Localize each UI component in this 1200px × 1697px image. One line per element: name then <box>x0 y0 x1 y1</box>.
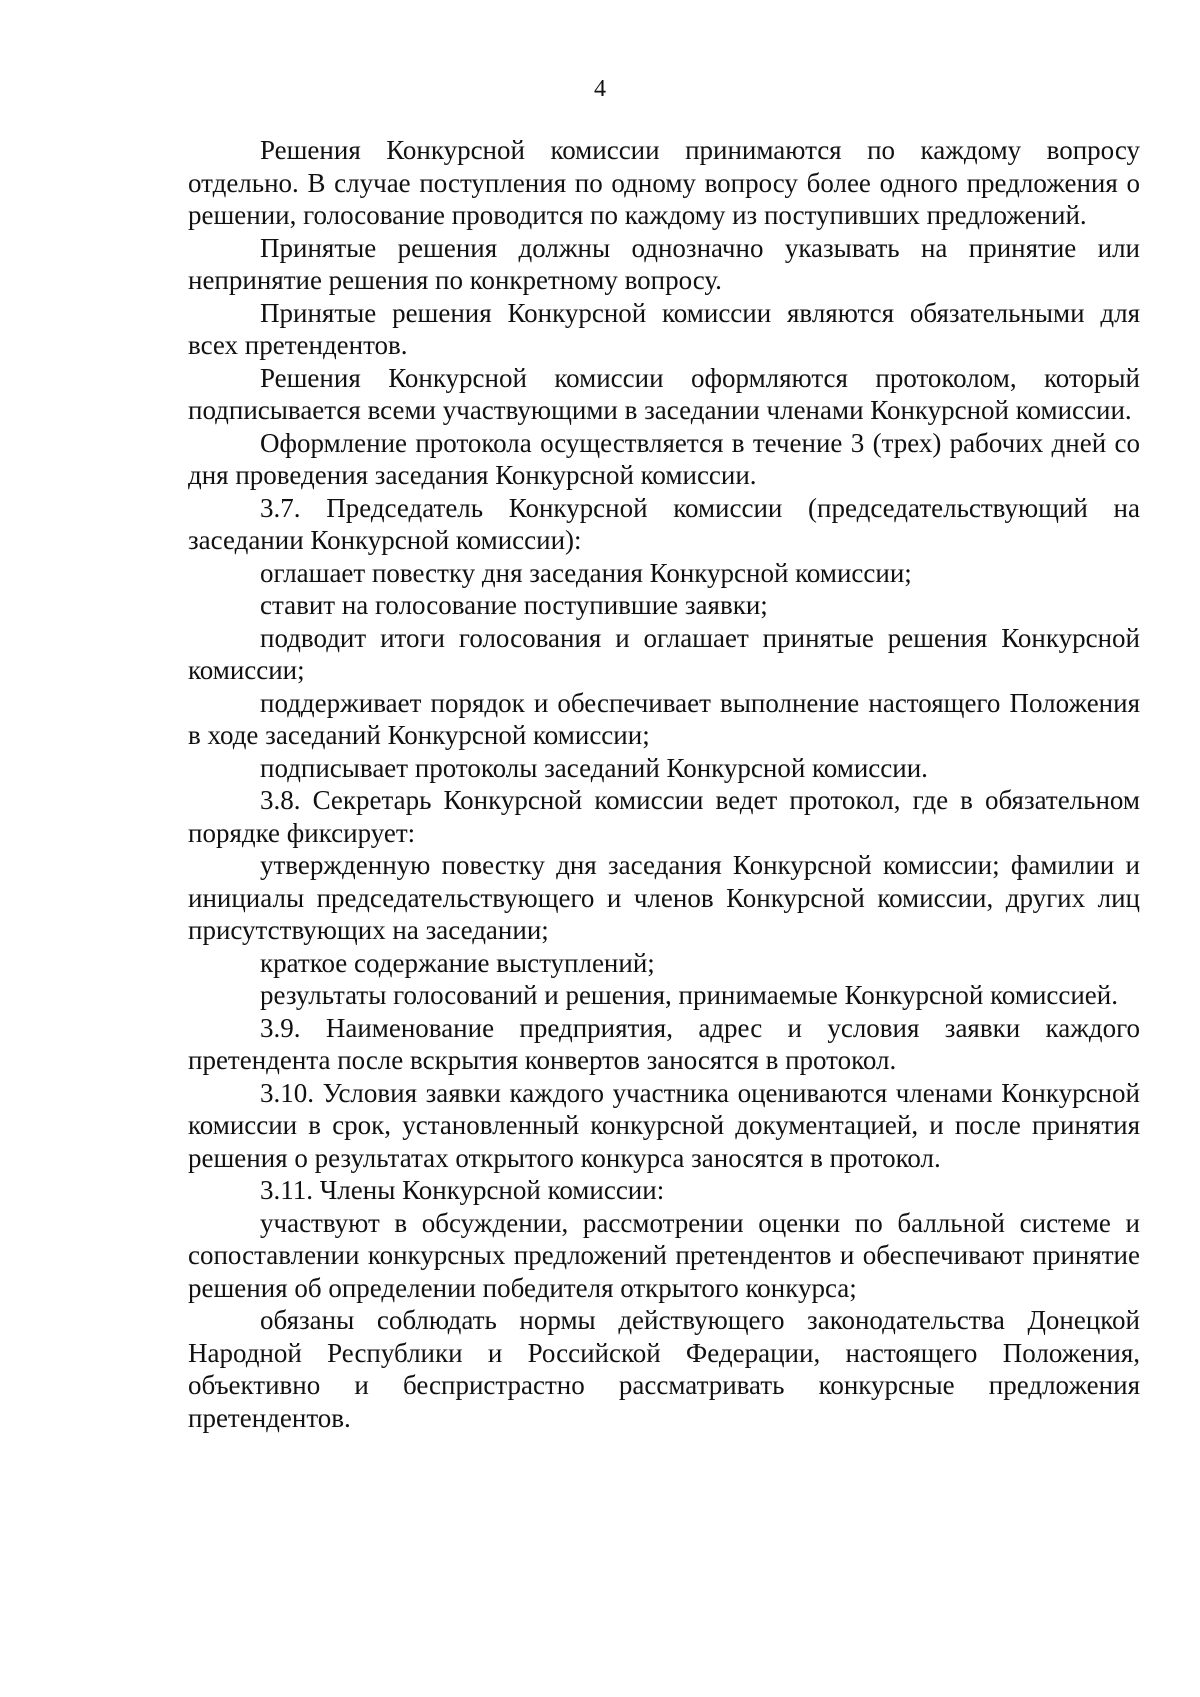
paragraph: подводит итоги голосования и оглашает принятые решения Конкурсной комиссии; <box>188 622 1140 685</box>
paragraph: утвержденную повестку дня заседания Конкурсной комиссии; фамилии и инициалы председательствующего и членов Конкурсной комиссии, других лиц присутствующих на заседании; <box>188 850 1140 945</box>
paragraph: краткое содержание выступлений; <box>260 947 655 978</box>
paragraph-section-3-11: 3.11. Члены Конкурсной комиссии: <box>260 1175 665 1205</box>
paragraph: Оформление протокола осуществляется в течение 3 (трех) рабочих дней со дня проведения заседания Конкурсной комиссии. <box>188 427 1140 490</box>
paragraph: участвуют в обсуждении, рассмотрении оценки по балльной системе и сопоставлении конкурсных предложений претендентов и обеспечивают принятие решения об определении победителя открытого конкурса; <box>188 1207 1140 1303</box>
paragraph: Принятые решения должны однозначно указывать на принятие или непринятие решения по конкретному вопросу. <box>188 232 1140 295</box>
paragraph-section-3-7: 3.7. Председатель Конкурсной комиссии (председательствующий на заседании Конкурсной комиссии): <box>188 492 1140 555</box>
paragraph: обязаны соблюдать нормы действующего законодательства Донецкой Народной Республики и Российской Федерации, настоящего Положения, объективно и беспристрастно рассматривать конкурсные предложения претендентов. <box>188 1305 1140 1433</box>
paragraph-section-3-9: 3.9. Наименование предприятия, адрес и условия заявки каждого претендента после вскрытия конвертов заносятся в протокол. <box>188 1012 1140 1075</box>
document-body <box>188 134 1140 1434</box>
paragraph: поддерживает порядок и обеспечивает выполнение настоящего Положения в ходе заседаний Конкурсной комиссии; <box>188 687 1140 750</box>
paragraph: результаты голосований и решения, принимаемые Конкурсной комиссией. <box>260 980 1118 1010</box>
paragraph-section-3-8: 3.8. Секретарь Конкурсной комиссии ведет протокол, где в обязательном порядке фиксирует: <box>188 785 1140 848</box>
paragraph-section-3-10: 3.10. Условия заявки каждого участника оцениваются членами Конкурсной комиссии в срок, установленный конкурсной документацией, и после принятия решения о результатах открытого конкурса заносятся в протокол. <box>188 1077 1140 1173</box>
paragraph: Решения Конкурсной комиссии оформляются протоколом, который подписывается всеми участвующими в заседании членами Конкурсной комиссии. <box>188 362 1140 425</box>
paragraph: подписывает протоколы заседаний Конкурсной комиссии. <box>260 752 928 783</box>
paragraph: Решения Конкурсной комиссии принимаются по каждому вопросу отдельно. В случае поступления по одному вопросу более одного предложения о решении, голосование проводится по каждому из поступивших предложений. <box>188 135 1140 230</box>
paragraph: ставит на голосование поступившие заявки; <box>260 590 768 620</box>
paragraph: оглашает повестку дня заседания Конкурсной комиссии; <box>260 557 912 588</box>
page-number: 4 <box>594 76 606 102</box>
paragraph: Принятые решения Конкурсной комиссии являются обязательными для всех претендентов. <box>188 297 1140 360</box>
